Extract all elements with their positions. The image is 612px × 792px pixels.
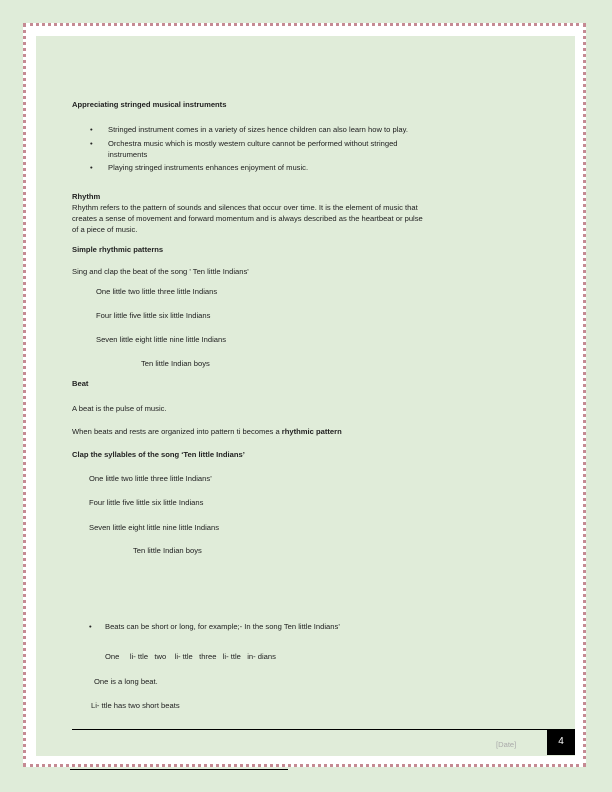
rhythmic-pattern-text [72, 427, 342, 437]
song-line: Four little five little six little Indians [96, 311, 211, 320]
paragraph-line: of a piece of music. [72, 225, 138, 234]
list-item-continued: instruments [108, 150, 148, 159]
section-heading: Appreciating stringed musical instruments [72, 100, 227, 109]
instruction-text: Sing and clap the beat of the song ' Ten little Indians' [72, 267, 249, 276]
song-line: Seven little eight little nine little Indians [89, 523, 220, 532]
clap-heading: Clap the syllables of the song ‘Ten little Indians’ [72, 450, 245, 459]
song-line: One little two little three little Indians’ [89, 474, 212, 483]
syllables-line: One li- ttle two li- ttle three li- ttle in- dians [105, 652, 276, 661]
rhythm-heading: Rhythm [72, 192, 101, 201]
song-line: Seven little eight little nine little Indians [96, 335, 227, 344]
paragraph-line: creates a sense of movement and forward momentum and is always described as the heartbeat or pulse [72, 214, 423, 223]
song-line: Ten little Indian boys [141, 359, 210, 368]
page-number: 4 [547, 729, 575, 755]
list-item: Playing stringed instruments enhances enjoyment of music. [108, 163, 309, 172]
long-beat-text: One is a long beat. [94, 677, 158, 686]
list-item: Orchestra music which is mostly western culture cannot be performed without stringed [108, 139, 398, 148]
beat-heading: Beat [72, 379, 89, 388]
bullet-icon: • [90, 139, 93, 148]
short-beat-text: Li- ttle has two short beats [91, 701, 180, 710]
footer-divider [72, 729, 547, 730]
underline-divider [70, 769, 288, 770]
bullet-icon: • [90, 163, 93, 172]
paragraph-line: Rhythm refers to the pattern of sounds and silences that occur over time. It is the element of music that [72, 203, 418, 212]
text: When beats and rests are organized into pattern ti becomes a [72, 427, 282, 436]
song-line: One little two little three little Indians [96, 287, 218, 296]
bullet-icon: • [90, 125, 93, 134]
footer-date: [Date] [496, 740, 517, 749]
song-line: Four little five little six little Indians [89, 498, 204, 507]
bold-term: rhythmic pattern [281, 427, 342, 436]
song-line: Ten little Indian boys [133, 546, 202, 555]
bullet-icon: • [89, 622, 92, 631]
list-item: Stringed instrument comes in a variety of sizes hence children can also learn how to play. [108, 125, 408, 134]
beat-definition: A beat is the pulse of music. [72, 404, 167, 413]
simple-patterns-heading: Simple rhythmic patterns [72, 245, 164, 254]
list-item: Beats can be short or long, for example;- In the song Ten little Indians’ [105, 622, 340, 631]
